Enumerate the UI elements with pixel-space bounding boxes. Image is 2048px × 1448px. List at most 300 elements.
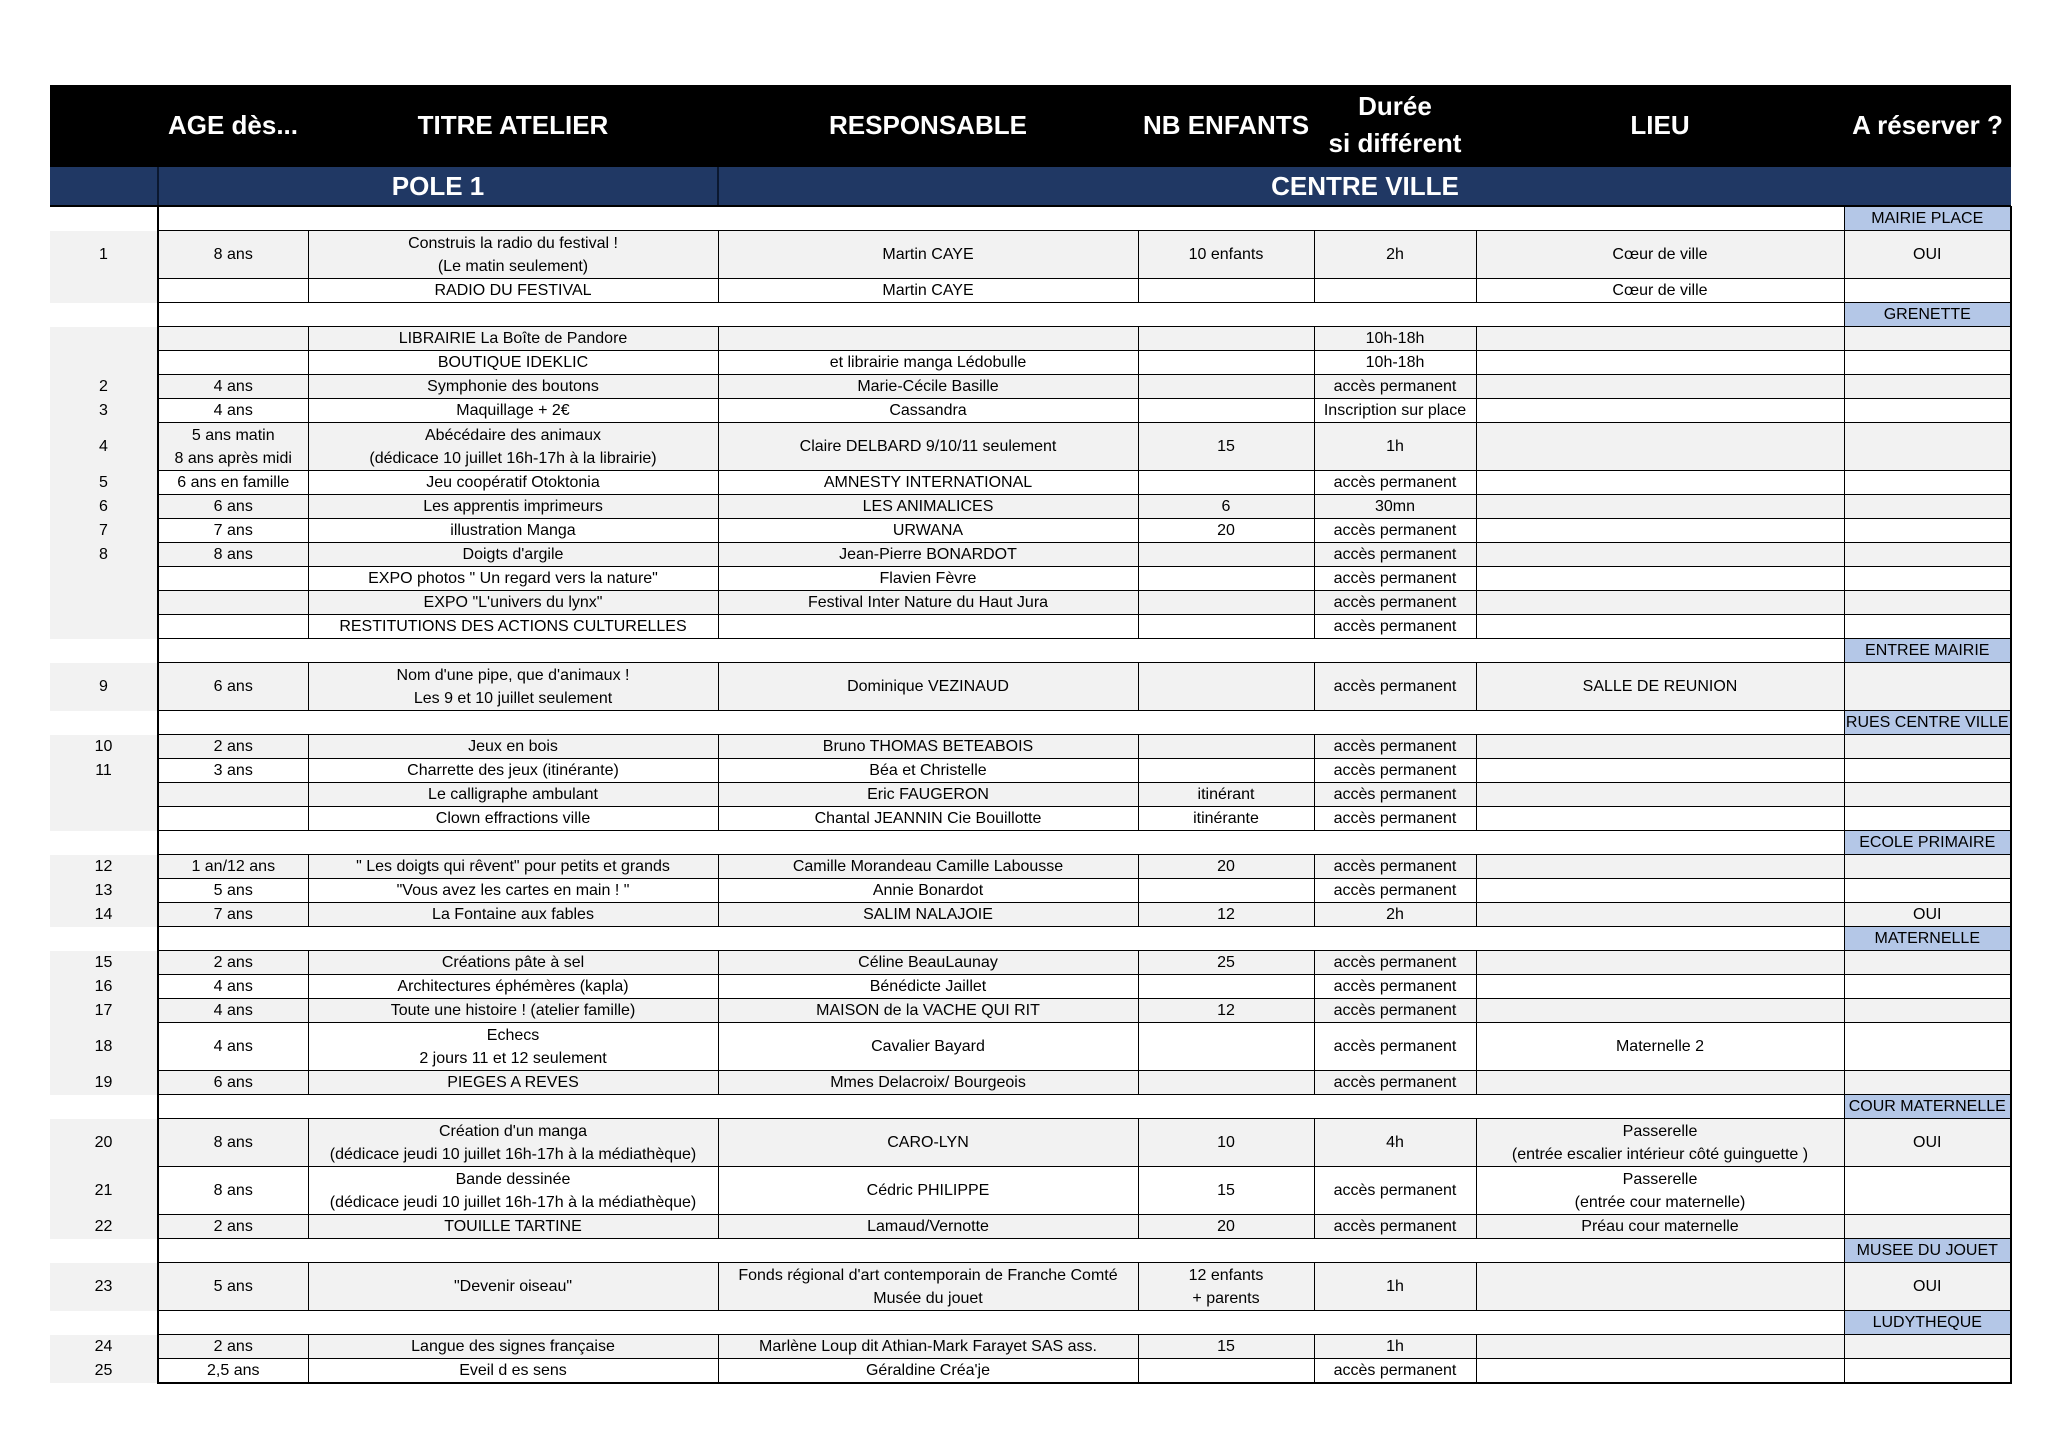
section-row [50, 711, 2011, 735]
cell-titre: TOUILLE TARTINE [308, 1215, 718, 1239]
pole-blank [50, 166, 158, 206]
cell-num: 12 [50, 855, 158, 879]
table-row [50, 999, 2011, 1023]
cell-nb-enfants [1138, 567, 1314, 591]
cell-lieu: SALLE DE REUNION [1476, 663, 1844, 711]
cell-duree: 2h [1314, 903, 1476, 927]
section-label: MAIRIE PLACE [1844, 206, 2011, 231]
cell-responsable: Chantal JEANNIN Cie Bouillotte [718, 807, 1138, 831]
cell-reserver [1844, 1023, 2011, 1071]
cell-num: 10 [50, 735, 158, 759]
section-blank [158, 1311, 1844, 1335]
section-blank [158, 303, 1844, 327]
cell-lieu [1476, 1119, 1844, 1167]
cell-titre-line: Nom d'une pipe, que d'animaux ! [396, 666, 630, 684]
cell-reserver [1844, 519, 2011, 543]
cell-duree: accès permanent [1314, 1359, 1476, 1384]
cell-lieu [1476, 951, 1844, 975]
cell-duree: accès permanent [1314, 1023, 1476, 1071]
cell-lieu [1476, 855, 1844, 879]
table-row [50, 327, 2011, 351]
table-row [50, 879, 2011, 903]
cell-reserver [1844, 423, 2011, 471]
cell-age: 7 ans [158, 903, 308, 927]
cell-num: 21 [50, 1167, 158, 1215]
cell-age: 6 ans en famille [158, 471, 308, 495]
zone-label: CENTRE VILLE [718, 166, 2011, 206]
cell-titre: Maquillage + 2€ [308, 399, 718, 423]
cell-titre [308, 231, 718, 279]
table-row [50, 735, 2011, 759]
cell-num [50, 279, 158, 303]
section-blank [158, 1095, 1844, 1119]
cell-age: 6 ans [158, 1071, 308, 1095]
cell-reserver [1844, 951, 2011, 975]
section-spacer [50, 639, 158, 663]
cell-duree: accès permanent [1314, 783, 1476, 807]
cell-titre: PIEGES A REVES [308, 1071, 718, 1095]
cell-titre [308, 663, 718, 711]
section-row [50, 206, 2011, 231]
section-label: GRENETTE [1844, 303, 2011, 327]
table-row [50, 375, 2011, 399]
cell-reserver [1844, 1359, 2011, 1384]
cell-titre: " Les doigts qui rêvent" pour petits et grands [308, 855, 718, 879]
header-duree-line1: Durée [1358, 91, 1432, 121]
header-nb-enfants: NB ENFANTS [1138, 85, 1314, 166]
cell-responsable: Cavalier Bayard [718, 1023, 1138, 1071]
cell-age: 8 ans [158, 231, 308, 279]
cell-titre: Langue des signes française [308, 1335, 718, 1359]
table-row [50, 783, 2011, 807]
section-label: MUSEE DU JOUET [1844, 1239, 2011, 1263]
cell-titre-line: Création d'un manga [438, 1122, 588, 1140]
cell-nb-enfants [1138, 879, 1314, 903]
cell-nb-enfants: itinérant [1138, 783, 1314, 807]
cell-nb-enfants [1138, 279, 1314, 303]
cell-lieu [1476, 759, 1844, 783]
cell-nb-enfants: 20 [1138, 1215, 1314, 1239]
table-row [50, 519, 2011, 543]
cell-lieu [1476, 1359, 1844, 1384]
cell-nb-enfants [1138, 663, 1314, 711]
section-row [50, 1239, 2011, 1263]
table-row [50, 1335, 2011, 1359]
cell-nb-enfants [1138, 471, 1314, 495]
cell-duree: 10h-18h [1314, 327, 1476, 351]
cell-reserver [1844, 375, 2011, 399]
cell-responsable: SALIM NALAJOIE [718, 903, 1138, 927]
cell-duree: accès permanent [1314, 519, 1476, 543]
cell-duree: accès permanent [1314, 975, 1476, 999]
cell-lieu [1476, 495, 1844, 519]
cell-num: 19 [50, 1071, 158, 1095]
cell-responsable [718, 615, 1138, 639]
cell-duree: accès permanent [1314, 999, 1476, 1023]
section-label: ECOLE PRIMAIRE [1844, 831, 2011, 855]
table-row [50, 975, 2011, 999]
cell-reserver [1844, 351, 2011, 375]
cell-lieu [1476, 999, 1844, 1023]
pole-row [50, 166, 2011, 206]
cell-responsable: Cédric PHILIPPE [718, 1167, 1138, 1215]
cell-age: 2 ans [158, 951, 308, 975]
table-row [50, 951, 2011, 975]
cell-nb-enfants: 20 [1138, 855, 1314, 879]
cell-reserver [1844, 543, 2011, 567]
cell-reserver: OUI [1844, 903, 2011, 927]
cell-age: 2,5 ans [158, 1359, 308, 1384]
cell-titre: "Devenir oiseau" [308, 1263, 718, 1311]
cell-num: 24 [50, 1335, 158, 1359]
header-age: AGE dès... [158, 85, 308, 166]
table-row [50, 495, 2011, 519]
cell-age [158, 567, 308, 591]
cell-responsable: Cassandra [718, 399, 1138, 423]
cell-titre: "Vous avez les cartes en main ! " [308, 879, 718, 903]
table-row [50, 1359, 2011, 1384]
cell-nb-enfants: 6 [1138, 495, 1314, 519]
section-blank [158, 1239, 1844, 1263]
cell-age [158, 783, 308, 807]
cell-titre: Créations pâte à sel [308, 951, 718, 975]
cell-duree: accès permanent [1314, 591, 1476, 615]
cell-titre-line: (dédicace jeudi 10 juillet 16h-17h à la médiathèque) [329, 1193, 697, 1211]
table-row [50, 663, 2011, 711]
cell-reserver [1844, 615, 2011, 639]
cell-duree: 10h-18h [1314, 351, 1476, 375]
cell-lieu [1476, 567, 1844, 591]
table-row [50, 615, 2011, 639]
cell-num: 17 [50, 999, 158, 1023]
cell-duree: 2h [1314, 231, 1476, 279]
cell-age-line: 8 ans après midi [174, 449, 292, 467]
cell-duree: 1h [1314, 1263, 1476, 1311]
cell-duree: 4h [1314, 1119, 1476, 1167]
cell-responsable-line: Musée du jouet [873, 1289, 983, 1307]
cell-responsable: Lamaud/Vernotte [718, 1215, 1138, 1239]
cell-nb-enfants: 15 [1138, 423, 1314, 471]
cell-titre: Les apprentis imprimeurs [308, 495, 718, 519]
section-blank [158, 927, 1844, 951]
cell-duree: accès permanent [1314, 735, 1476, 759]
cell-titre: Charrette des jeux (itinérante) [308, 759, 718, 783]
section-spacer [50, 1095, 158, 1119]
cell-nb-enfants: 15 [1138, 1335, 1314, 1359]
table-row [50, 591, 2011, 615]
cell-titre-line: Construis la radio du festival ! [408, 234, 618, 252]
cell-nb-enfants [1138, 591, 1314, 615]
cell-num: 2 [50, 375, 158, 399]
cell-nb-enfants [1138, 1359, 1314, 1384]
cell-nb-enfants [1138, 759, 1314, 783]
table-row [50, 1119, 2011, 1167]
cell-titre: RADIO DU FESTIVAL [308, 279, 718, 303]
cell-titre: Jeu coopératif Otoktonia [308, 471, 718, 495]
cell-num: 16 [50, 975, 158, 999]
cell-responsable [718, 1263, 1138, 1311]
cell-reserver [1844, 327, 2011, 351]
cell-responsable: AMNESTY INTERNATIONAL [718, 471, 1138, 495]
cell-lieu [1476, 375, 1844, 399]
table-row [50, 471, 2011, 495]
cell-num: 3 [50, 399, 158, 423]
cell-reserver [1844, 471, 2011, 495]
cell-age [158, 279, 308, 303]
cell-reserver: OUI [1844, 231, 2011, 279]
cell-age: 6 ans [158, 663, 308, 711]
table-row [50, 1071, 2011, 1095]
cell-lieu [1476, 351, 1844, 375]
cell-age [158, 327, 308, 351]
cell-lieu [1476, 399, 1844, 423]
cell-duree: 30mn [1314, 495, 1476, 519]
cell-lieu-line: Passerelle [1622, 1122, 1698, 1140]
cell-duree: accès permanent [1314, 855, 1476, 879]
cell-responsable: Festival Inter Nature du Haut Jura [718, 591, 1138, 615]
cell-responsable [718, 327, 1138, 351]
cell-titre: LIBRAIRIE La Boîte de Pandore [308, 327, 718, 351]
table-row [50, 903, 2011, 927]
cell-reserver [1844, 495, 2011, 519]
section-spacer [50, 831, 158, 855]
cell-age [158, 351, 308, 375]
cell-num [50, 567, 158, 591]
cell-num: 1 [50, 231, 158, 279]
cell-responsable: CARO-LYN [718, 1119, 1138, 1167]
cell-reserver [1844, 1071, 2011, 1095]
cell-nb-enfants [1138, 975, 1314, 999]
table-row [50, 1263, 2011, 1311]
cell-reserver [1844, 807, 2011, 831]
cell-age: 5 ans [158, 879, 308, 903]
table-row [50, 1023, 2011, 1071]
cell-responsable: Marie-Cécile Basille [718, 375, 1138, 399]
cell-responsable: Annie Bonardot [718, 879, 1138, 903]
section-row [50, 639, 2011, 663]
table-row [50, 855, 2011, 879]
cell-num: 9 [50, 663, 158, 711]
cell-duree: Inscription sur place [1314, 399, 1476, 423]
cell-nb-enfants [1138, 1023, 1314, 1071]
cell-num: 14 [50, 903, 158, 927]
cell-num: 8 [50, 543, 158, 567]
cell-num [50, 615, 158, 639]
cell-duree: 1h [1314, 1335, 1476, 1359]
cell-responsable: Céline BeauLaunay [718, 951, 1138, 975]
cell-lieu [1476, 591, 1844, 615]
section-label: RUES CENTRE VILLE [1844, 711, 2011, 735]
cell-duree [1314, 279, 1476, 303]
cell-num: 5 [50, 471, 158, 495]
section-row [50, 927, 2011, 951]
cell-titre-line: Abécédaire des animaux [424, 426, 602, 444]
cell-reserver [1844, 663, 2011, 711]
section-spacer [50, 927, 158, 951]
cell-titre-line: (dédicace 10 juillet 16h-17h à la librairie) [369, 449, 657, 467]
cell-titre: EXPO photos " Un regard vers la nature" [308, 567, 718, 591]
header-duree-line2: si différent [1328, 128, 1462, 158]
cell-lieu-line: (entrée cour maternelle) [1574, 1193, 1746, 1211]
cell-reserver [1844, 1215, 2011, 1239]
cell-reserver: OUI [1844, 1263, 2011, 1311]
cell-nb-enfants: 10 [1138, 1119, 1314, 1167]
cell-responsable: Mmes Delacroix/ Bourgeois [718, 1071, 1138, 1095]
cell-titre-line: Echecs [486, 1026, 540, 1044]
cell-nb-enfants [1138, 615, 1314, 639]
section-spacer [50, 303, 158, 327]
cell-reserver [1844, 591, 2011, 615]
cell-reserver [1844, 879, 2011, 903]
cell-num: 18 [50, 1023, 158, 1071]
cell-duree: accès permanent [1314, 375, 1476, 399]
cell-age: 2 ans [158, 735, 308, 759]
cell-lieu: Préau cour maternelle [1476, 1215, 1844, 1239]
cell-titre: EXPO "L'univers du lynx" [308, 591, 718, 615]
section-row [50, 1095, 2011, 1119]
cell-responsable: Bénédicte Jaillet [718, 975, 1138, 999]
cell-nb-enfants-line: + parents [1192, 1289, 1260, 1307]
cell-titre: RESTITUTIONS DES ACTIONS CULTURELLES [308, 615, 718, 639]
cell-reserver [1844, 999, 2011, 1023]
header-responsable: RESPONSABLE [718, 85, 1138, 166]
cell-responsable: Martin CAYE [718, 231, 1138, 279]
cell-titre: Symphonie des boutons [308, 375, 718, 399]
cell-num: 4 [50, 423, 158, 471]
cell-age [158, 423, 308, 471]
cell-num: 20 [50, 1119, 158, 1167]
cell-duree: accès permanent [1314, 951, 1476, 975]
section-row [50, 1311, 2011, 1335]
section-row [50, 303, 2011, 327]
cell-duree: accès permanent [1314, 567, 1476, 591]
section-label: ENTREE MAIRIE [1844, 639, 2011, 663]
cell-responsable: Béa et Christelle [718, 759, 1138, 783]
section-spacer [50, 1239, 158, 1263]
cell-lieu [1476, 879, 1844, 903]
cell-lieu [1476, 807, 1844, 831]
cell-age: 4 ans [158, 1023, 308, 1071]
cell-titre: illustration Manga [308, 519, 718, 543]
cell-titre-line: (Le matin seulement) [437, 257, 589, 275]
table-row [50, 567, 2011, 591]
section-blank [158, 711, 1844, 735]
section-label: COUR MATERNELLE [1844, 1095, 2011, 1119]
cell-age: 2 ans [158, 1215, 308, 1239]
cell-lieu [1476, 735, 1844, 759]
cell-reserver [1844, 759, 2011, 783]
cell-responsable: Géraldine Créa'je [718, 1359, 1138, 1384]
cell-age: 8 ans [158, 543, 308, 567]
cell-nb-enfants [1138, 399, 1314, 423]
cell-age [158, 591, 308, 615]
cell-nb-enfants-line: 12 enfants [1188, 1266, 1264, 1284]
cell-titre [308, 423, 718, 471]
header-reserver: A réserver ? [1844, 85, 2011, 166]
table-row [50, 1215, 2011, 1239]
cell-duree: accès permanent [1314, 471, 1476, 495]
section-spacer [50, 206, 158, 231]
header-titre: TITRE ATELIER [308, 85, 718, 166]
cell-responsable: Claire DELBARD 9/10/11 seulement [718, 423, 1138, 471]
cell-lieu [1476, 1167, 1844, 1215]
table-row [50, 759, 2011, 783]
cell-responsable: LES ANIMALICES [718, 495, 1138, 519]
cell-duree: accès permanent [1314, 759, 1476, 783]
cell-nb-enfants: 12 [1138, 999, 1314, 1023]
table-row [50, 399, 2011, 423]
cell-lieu [1476, 783, 1844, 807]
cell-responsable: Camille Morandeau Camille Labousse [718, 855, 1138, 879]
cell-duree: accès permanent [1314, 807, 1476, 831]
cell-duree: accès permanent [1314, 663, 1476, 711]
cell-titre [308, 1119, 718, 1167]
cell-nb-enfants [1138, 1263, 1314, 1311]
cell-age: 7 ans [158, 519, 308, 543]
cell-duree: 1h [1314, 423, 1476, 471]
cell-titre: Jeux en bois [308, 735, 718, 759]
cell-nb-enfants: 12 [1138, 903, 1314, 927]
cell-age: 4 ans [158, 399, 308, 423]
cell-age: 4 ans [158, 375, 308, 399]
cell-lieu [1476, 1071, 1844, 1095]
cell-nb-enfants: itinérante [1138, 807, 1314, 831]
cell-responsable: MAISON de la VACHE QUI RIT [718, 999, 1138, 1023]
cell-lieu [1476, 1335, 1844, 1359]
cell-lieu [1476, 543, 1844, 567]
cell-duree: accès permanent [1314, 615, 1476, 639]
section-row [50, 831, 2011, 855]
cell-reserver [1844, 735, 2011, 759]
table-row [50, 1167, 2011, 1215]
section-spacer [50, 711, 158, 735]
cell-titre: Clown effractions ville [308, 807, 718, 831]
cell-age: 8 ans [158, 1119, 308, 1167]
cell-num [50, 807, 158, 831]
cell-duree: accès permanent [1314, 1215, 1476, 1239]
cell-num: 13 [50, 879, 158, 903]
cell-lieu-line: Passerelle [1622, 1170, 1698, 1188]
cell-reserver [1844, 783, 2011, 807]
cell-num: 25 [50, 1359, 158, 1384]
cell-num: 15 [50, 951, 158, 975]
table-row [50, 231, 2011, 279]
cell-lieu [1476, 615, 1844, 639]
cell-num: 22 [50, 1215, 158, 1239]
cell-responsable: URWANA [718, 519, 1138, 543]
cell-lieu [1476, 975, 1844, 999]
cell-nb-enfants: 20 [1138, 519, 1314, 543]
cell-num: 11 [50, 759, 158, 783]
cell-reserver [1844, 1335, 2011, 1359]
cell-nb-enfants: 15 [1138, 1167, 1314, 1215]
cell-nb-enfants [1138, 351, 1314, 375]
table-row [50, 279, 2011, 303]
cell-reserver [1844, 279, 2011, 303]
cell-age: 3 ans [158, 759, 308, 783]
workshop-table [50, 85, 2012, 1384]
cell-nb-enfants [1138, 375, 1314, 399]
cell-lieu [1476, 519, 1844, 543]
section-label: LUDYTHEQUE [1844, 1311, 2011, 1335]
cell-duree: accès permanent [1314, 1167, 1476, 1215]
cell-lieu [1476, 1263, 1844, 1311]
cell-age: 4 ans [158, 975, 308, 999]
header-num [50, 85, 158, 166]
cell-lieu: Maternelle 2 [1476, 1023, 1844, 1071]
cell-num [50, 351, 158, 375]
header-lieu: LIEU [1476, 85, 1844, 166]
